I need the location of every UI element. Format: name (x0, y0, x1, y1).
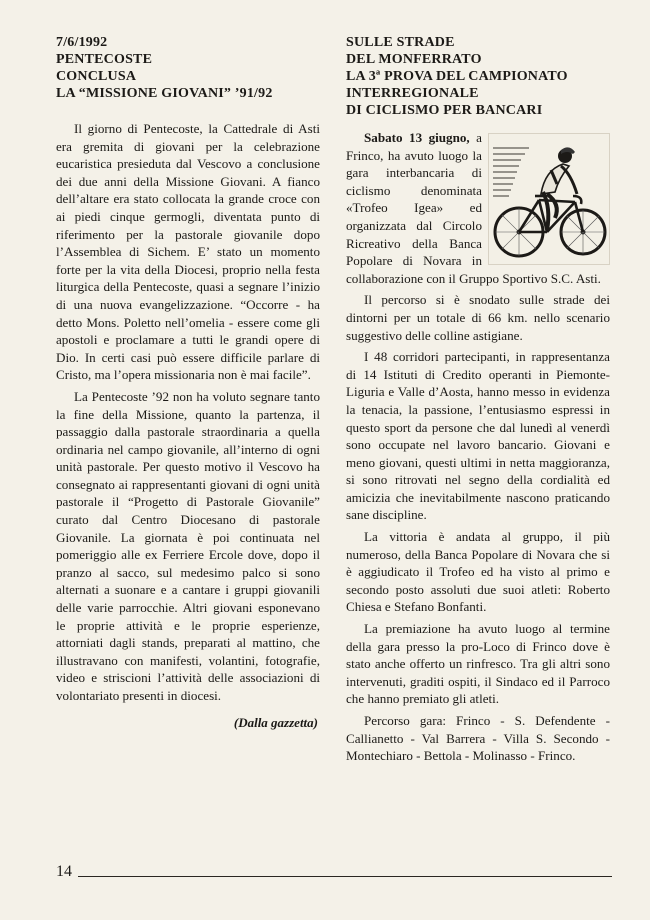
article-right-intro (346, 129, 610, 287)
article-left-paragraph: Il giorno di Pentecoste, la Cattedrale di Asti era gremita di giovani per la celebrazione eucaristica presieduta dal Vescovo a conclusione dei due anni della Missione Giovani. A fianco dell’altare era stato collocata la grande croce con ai piedi cinque germogli, diventata punto di riferimento per la pastorale giovanile dopo l’Assemblea di Sichem. E’ stato un momento forte per la vita della Diocesi, proprio nella festa liturgica della Pentecoste, quasi a segnare l’inizio di una nuova evangelizzazione. “Occorre - ha detto Mons. Poletto nell’omelia - essere come gli apostoli e proclamare a tutti le grandi opere di Dio. In certi casi può essere difficile parlare di Cristo, ma l’opera missionaria non è mai facile”. (56, 121, 320, 383)
article-right (346, 34, 610, 769)
headline-line: DI CICLISMO PER BANCARI (346, 103, 543, 118)
article-right-paragraph: Il percorso si è snodato sulle strade dei dintorni per un totale di 66 km. nello scenario suggestivo delle colline astigiane. (346, 292, 610, 343)
article-left-paragraph: La Pentecoste ’92 non ha voluto segnare tanto la fine della Missione, quanto la partenza, il passaggio dalla pastorale straordinaria a quella ordinaria nel campo giovanile, all’interno di ogni unità pastorale. Per questo motivo il Vescovo ha consegnato ai rappresentanti giovani di ogni unità pastorale il “Progetto di Pastorale Giovanile” curato dal Centro Diocesano di pastorale Giovanile. La giornata è poi continuata nel pomeriggio alle ex Ferriere Ercole dove, dopo il pranzo al sacco, sul medesimo palco si sono alternati a suonare e a cantare i gruppi giovanili delle varie parrocchie. Altri giovani esponevano le proprie attività e le proprie esperienze, attorniati dagli stands, preparati al mattino, che illustravano con manifesti, volantini, fotografie, video e striscioni l’attività delle associazioni di volontariato presenti in diocesi. (56, 388, 320, 703)
headline-line: CONCLUSA (56, 69, 137, 84)
article-right-paragraph: La premiazione ha avuto luogo al termine della gara presso la pro-Loco di Frinco dove è stato anche offerto un rinfresco. Tra gli altri sono intervenuti, graditi ospiti, il Sindaco ed il Parroco che hanno premiato gli atleti. (346, 621, 610, 707)
headline-line: LA “MISSIONE GIOVANI” ’91/92 (56, 86, 273, 101)
footer-rule (78, 876, 612, 877)
page-number: 14 (56, 863, 72, 880)
cyclist-illustration (488, 133, 610, 265)
article-right-paragraph: I 48 corridori partecipanti, in rappresentanza di 14 Istituti di Credito operanti in Piemonte-Liguria e Valle d’Aosta, hanno messo in evidenza la tenacia, la passione, l’entusiasmo espressi in questo sport da persone che dal lunedì al venerdì sono occupate nel lavoro bancario. Giovani e meno giovani, questi ultimi in netta maggioranza, si sono ritrovati nel segno della cordialità ed amicizia che inevitabilmente nascono praticando sane discipline. (346, 349, 610, 523)
article-right-paragraph: La vittoria è andata al gruppo, il più numeroso, della Banca Popolare di Novara che si è aggiudicato il Trofeo ed ha visto al primo e secondo posto assoluti due suoi atleti: Roberto Chiesa e Stefano Bonfanti. (346, 529, 610, 615)
article-source: (Dalla gazzetta) (233, 714, 318, 730)
headline-line: LA 3ª PROVA DEL CAMPIONATO (346, 69, 568, 84)
lead-date: Sabato 13 giugno, (364, 130, 470, 145)
headline-line: DEL MONFERRATO (346, 52, 482, 67)
article-date: 7/6/1992 (56, 35, 108, 50)
article-left-headline (56, 34, 320, 102)
article-left (56, 34, 320, 731)
headline-line: SULLE STRADE (346, 35, 455, 50)
page-footer (56, 860, 612, 880)
headline-line: PENTECOSTE (56, 52, 153, 67)
headline-line: INTERREGIONALE (346, 86, 479, 101)
article-right-paragraph: Percorso gara: Frinco - S. Defendente - Callianetto - Val Barrera - Villa S. Secondo - Montechiaro - Bettola - Molinasso - Frinco. (346, 713, 610, 764)
article-right-headline (346, 34, 610, 119)
lead-text: a Frinco, ha avuto luogo la gara interbancaria di ciclismo denominata «Trofeo Igea» ed organizzata dal Circolo Ricreativo della Banca Popolare di Novara in collaborazione con il Gruppo Sportivo S.C. Asti. (346, 130, 601, 286)
